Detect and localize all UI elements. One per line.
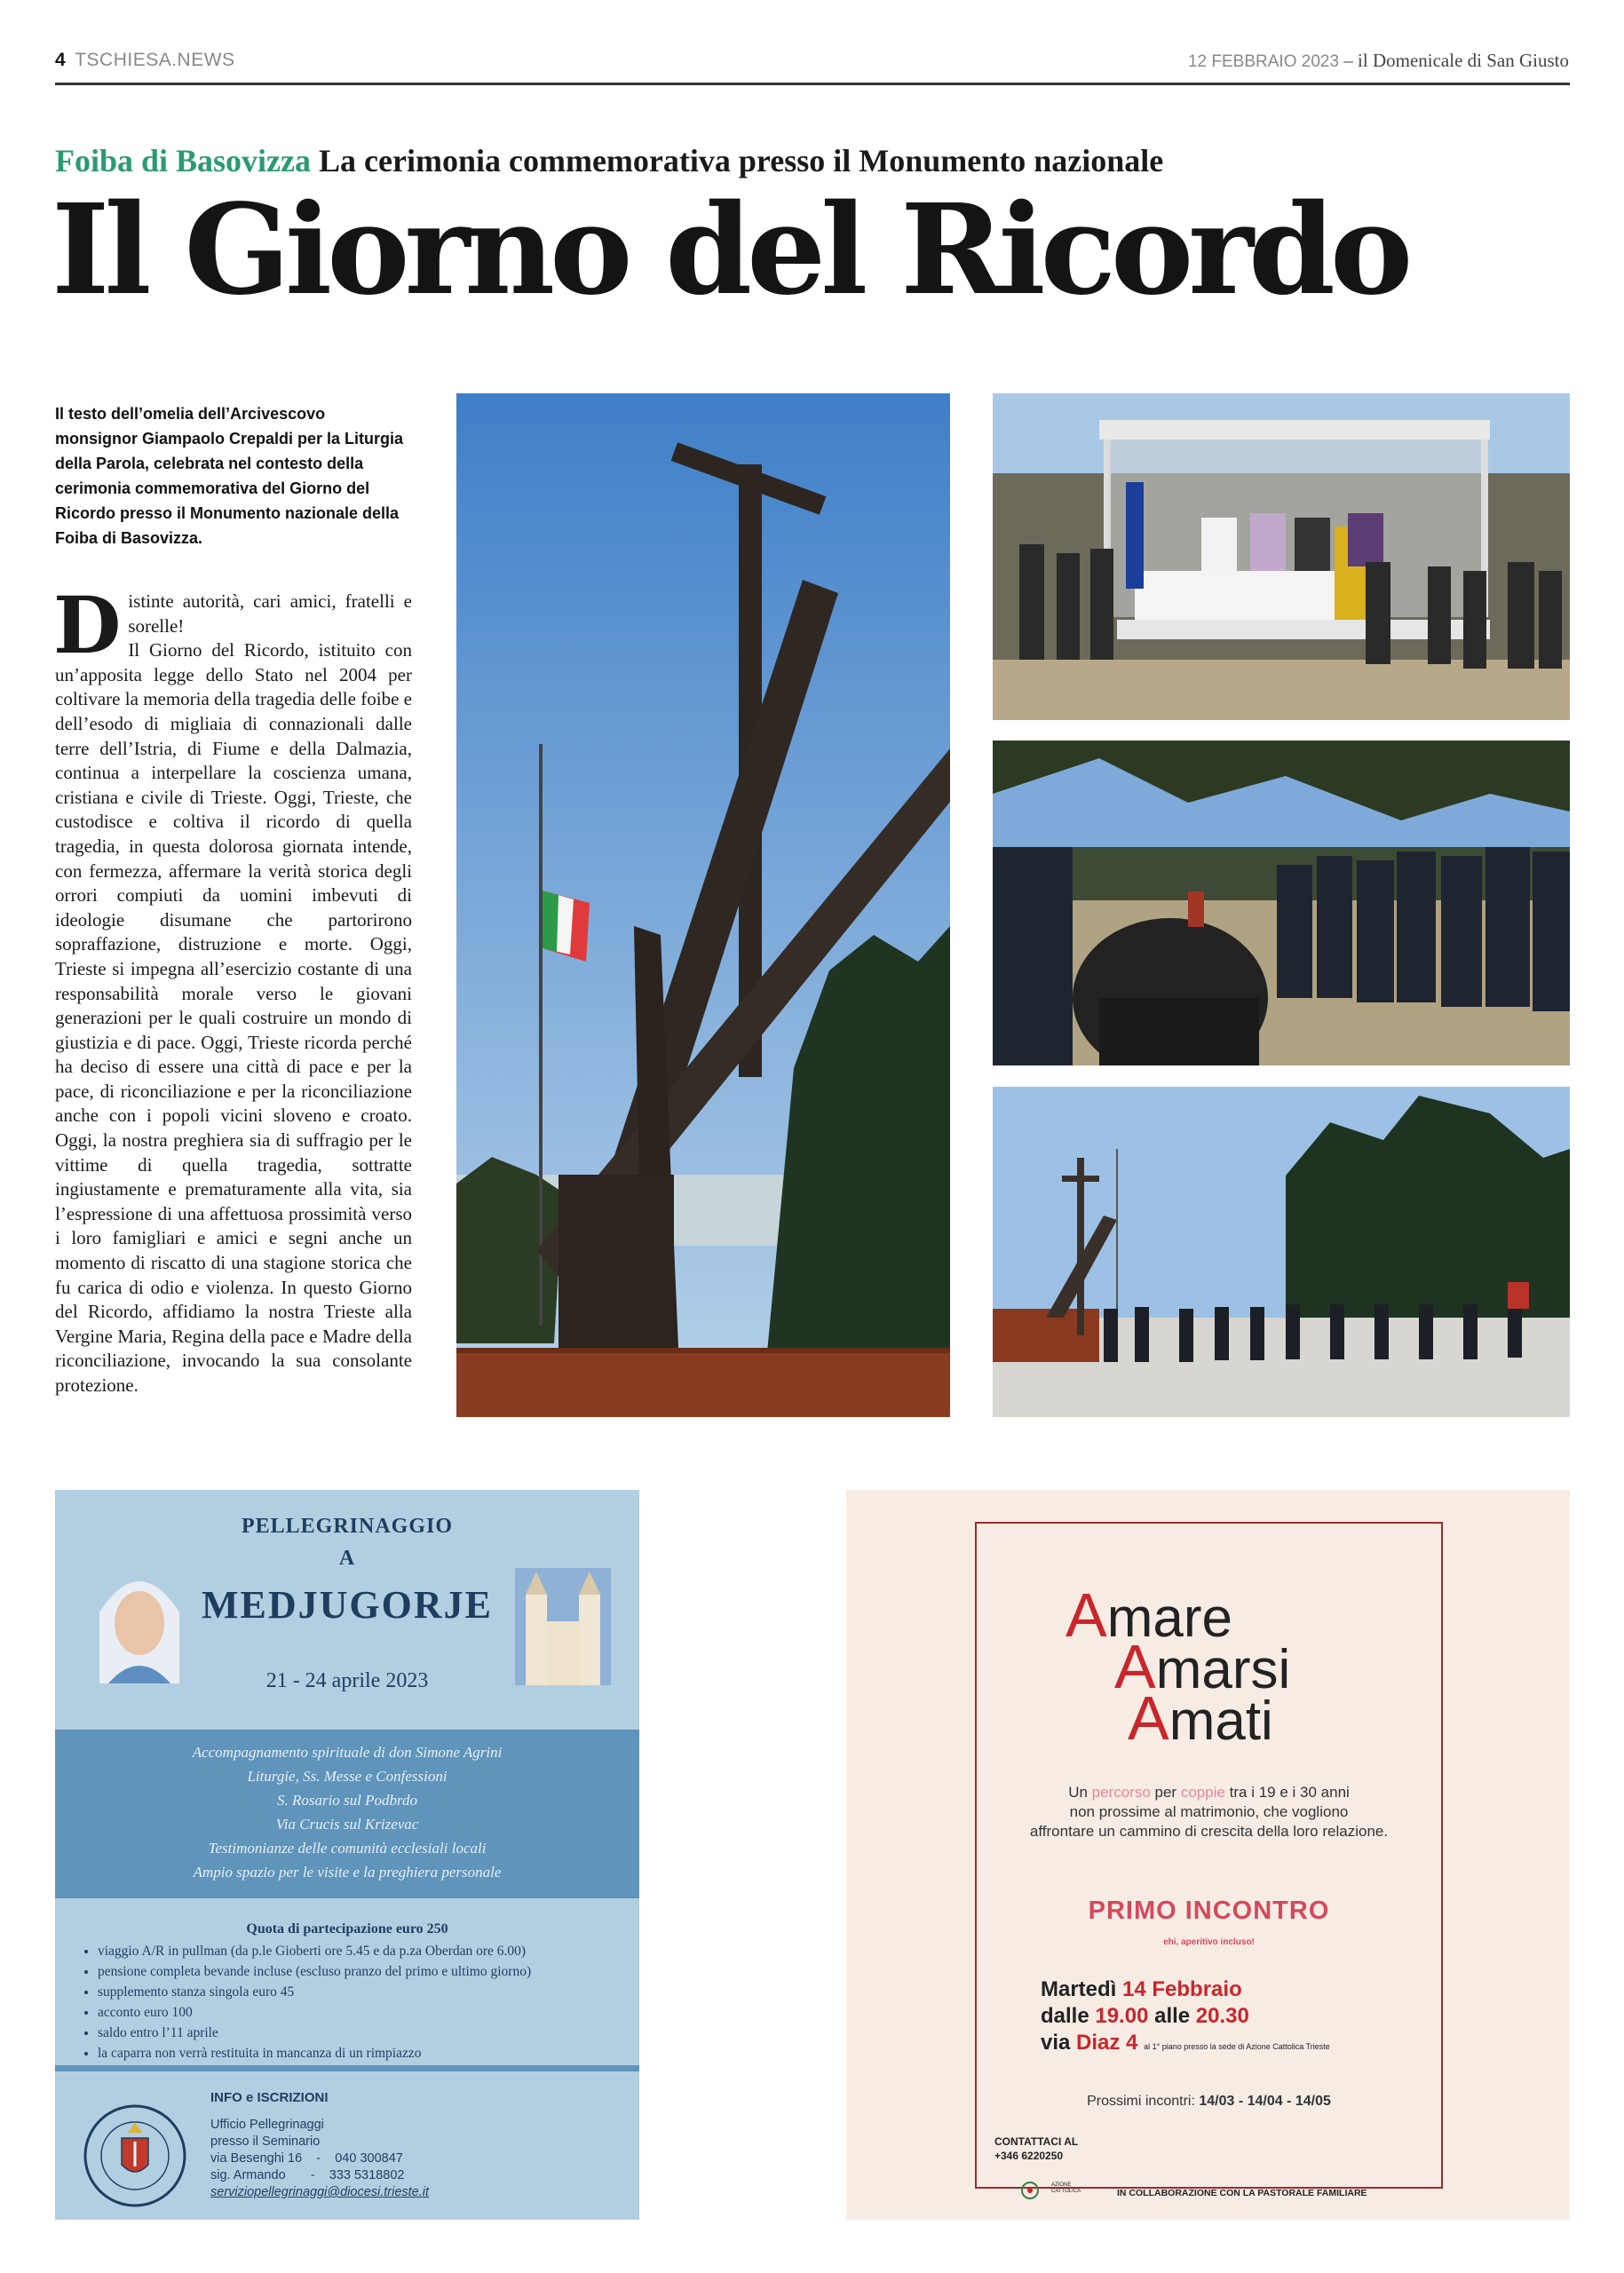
list-item: • saldo entro l’11 aprile xyxy=(98,2023,531,2043)
madonna-image xyxy=(91,1559,188,1683)
article-body-text: Il Giorno del Ricordo, istituito con un’apposita legge dello Stato nel 2004 per coltivare la memoria della tragedia delle foibe e dell’esodo di migliaia di connazionali dalle terre dell’Istria, di Fiume e della Dalmazia, continua a interpellare la coscienza umana, cristiana e civile di Trieste. Oggi, Trieste, che custodisce e coltiva il ricordo di quella tragedia, in questa dolorosa giornata intende, con fermezza, affermare la verità storica degli orrori compiuti da uomini imbevuti di ideologie disumane che partorirono sopraffazione, distruzione e morte. Oggi, Trieste si impegna all’esercizio costante di una responsabilità morale verso le giovani generazioni per le quali costruire un mondo di giustizia e di pace. Oggi, Trieste ricorda perché ha deciso di essere una città di pace e per la pace, di riconciliazione e per la riconciliazione anche con i popoli vicini sloveno e croato. Oggi, la nostra preghiera sia di suffragio per le vittime di quella tragedia, sottratte ingiustamente e prematuramente alla vita, sia l’espressione di una affettuosa prossimità verso i loro famigliari e amici e segni anche un momento di riscatto di una stagione storica che fu carica di odio e violenza. In questo Giorno del Ricordo, affidiamo la nostra Trieste alla Vergine Maria, Regina della pace e Madre della riconciliazione, invocando la sua consolante protezione. xyxy=(55,639,412,1396)
info-line: Ufficio Pellegrinaggi xyxy=(210,2118,324,2132)
info-line: presso il Seminario xyxy=(210,2134,321,2149)
ad1-info-title: INFO e ISCRIZIONI xyxy=(210,2090,329,2105)
azione-cattolica-logo-icon xyxy=(1021,2179,1051,2202)
page-header-right xyxy=(1188,50,1569,72)
cross-monument-image xyxy=(456,393,950,1417)
article-lead: Il testo dell’omelia dell’Arcivescovo monsignor Giampaolo Crepaldi per la Liturgia della Parola, celebrata nel contesto della cerimonia commemorativa del Giorno del Ricordo presso il Monumento nazionale della Foiba di Basovizza. xyxy=(55,405,404,547)
list-item: • pensione completa bevande incluse (escluso pranzo del primo e ultimo giorno) xyxy=(98,1961,531,1982)
ad2-frame xyxy=(975,1522,1443,2198)
ad2-primo-incontro: PRIMO INCONTRO xyxy=(1088,1897,1330,1925)
crowd-image xyxy=(993,741,1570,1065)
drop-cap: D xyxy=(53,579,122,671)
program-item: Via Crucis sul Krizevac xyxy=(275,1816,419,1833)
list-item: • acconto euro 100 xyxy=(98,2002,531,2023)
ad-medjugorje[interactable] xyxy=(55,1490,639,2220)
photo-altar-ceremony xyxy=(993,393,1570,720)
ad2-contact: CONTATTACI AL +346 6220250 xyxy=(994,2135,1079,2162)
page-number: 4 xyxy=(55,50,67,70)
diocese-seal-icon xyxy=(82,2103,188,2209)
list-item: • viaggio A/R in pullman (da p.le Gioberti ore 5.45 e da p.za Oberdan ore 6.00) xyxy=(98,1941,531,1961)
email-link[interactable]: serviziopellegrinaggi@diocesi.trieste.it xyxy=(210,2185,430,2199)
info-line: via Besenghi 16 - 040 300847 xyxy=(210,2151,403,2166)
phone-link[interactable]: +346 6220250 xyxy=(994,2150,1064,2162)
church-image xyxy=(515,1568,611,1685)
program-item: Ampio spazio per le visite e la preghiera personale xyxy=(193,1864,502,1881)
list-item: • supplemento stanza singola euro 45 xyxy=(98,1982,531,2002)
kicker-text: La cerimonia commemorativa presso il Monumento nazionale xyxy=(319,143,1164,178)
photo-monument-wide xyxy=(993,1087,1570,1417)
page-header-left xyxy=(55,50,235,71)
article-opening: istinte autorità, cari amici, fratelli e sorelle! xyxy=(128,590,412,637)
ad1-info xyxy=(210,2117,429,2201)
publication-name: il Domenicale di San Giusto xyxy=(1358,50,1569,71)
article-body xyxy=(53,579,412,1398)
ad2-aperitivo: ehi, aperitivo incluso! xyxy=(1163,1937,1255,1947)
article-kicker xyxy=(55,142,1163,179)
ad1-title: MEDJUGORJE xyxy=(202,1583,493,1627)
ad1-divider xyxy=(55,2065,639,2071)
list-item: • la caparra non verrà restituita in mancanza di un rimpiazzo xyxy=(98,2043,531,2063)
ad1-dates: 21 - 24 aprile 2023 xyxy=(265,1669,429,1692)
photo-cross-monument xyxy=(456,393,950,1417)
ad2-next-dates: Prossimi incontri: 14/03 - 14/04 - 14/05 xyxy=(1087,2094,1331,2109)
program-item: Liturgie, Ss. Messe e Confessioni xyxy=(247,1768,448,1785)
kicker-tag: Foiba di Basovizza xyxy=(55,143,312,178)
title-line-2: Amarsi xyxy=(1114,1632,1291,1701)
logo-text: AZIONE CATTOLICA xyxy=(1051,2182,1081,2194)
ad1-items xyxy=(80,1941,531,2063)
ad1-program xyxy=(55,1730,639,1898)
title-line-3: Amati xyxy=(1128,1683,1273,1753)
photo-crowd xyxy=(993,741,1570,1065)
issue-date: 12 FEBBRAIO 2023 xyxy=(1187,52,1340,71)
ad1-line2: A xyxy=(338,1547,356,1570)
ad2-schedule: Martedì 14 Febbraio dalle 19.00 alle 20.30 via Diaz 4 al 1° piano presso la sede di Azione Cattolica Trieste xyxy=(1041,1977,1330,2055)
title-line-1: Amare xyxy=(1066,1580,1232,1650)
ad1-quota: Quota di partecipazione euro 250 xyxy=(246,1921,448,1936)
program-item: Testimonianze delle comunità ecclesiali locali xyxy=(208,1840,487,1857)
ad2-intro: Un percorso per coppie tra i 19 e i 30 anni non prossime al matrimonio, che vogliono affrontare un cammino di crescita della loro relazione. xyxy=(1029,1784,1389,1840)
ad-amare[interactable] xyxy=(846,1490,1570,2220)
altar-ceremony-image xyxy=(993,393,1570,720)
article-headline: Il Giorno del Ricordo xyxy=(51,178,1408,323)
ad1-line1: PELLEGRINAGGIO xyxy=(241,1515,454,1538)
info-line: sig. Armando - 333 5318802 xyxy=(210,2168,405,2182)
site-name[interactable]: TSCHIESA.NEWS xyxy=(75,50,235,70)
header-separator: – xyxy=(1343,50,1353,71)
monument-wide-image xyxy=(993,1087,1570,1417)
ad2-collab: IN COLLABORAZIONE CON LA PASTORALE FAMILIARE xyxy=(1117,2188,1367,2198)
header-divider xyxy=(55,83,1570,85)
program-item: Accompagnamento spirituale di don Simone Agrini xyxy=(192,1744,503,1761)
program-item: S. Rosario sul Podbrdo xyxy=(276,1792,418,1809)
